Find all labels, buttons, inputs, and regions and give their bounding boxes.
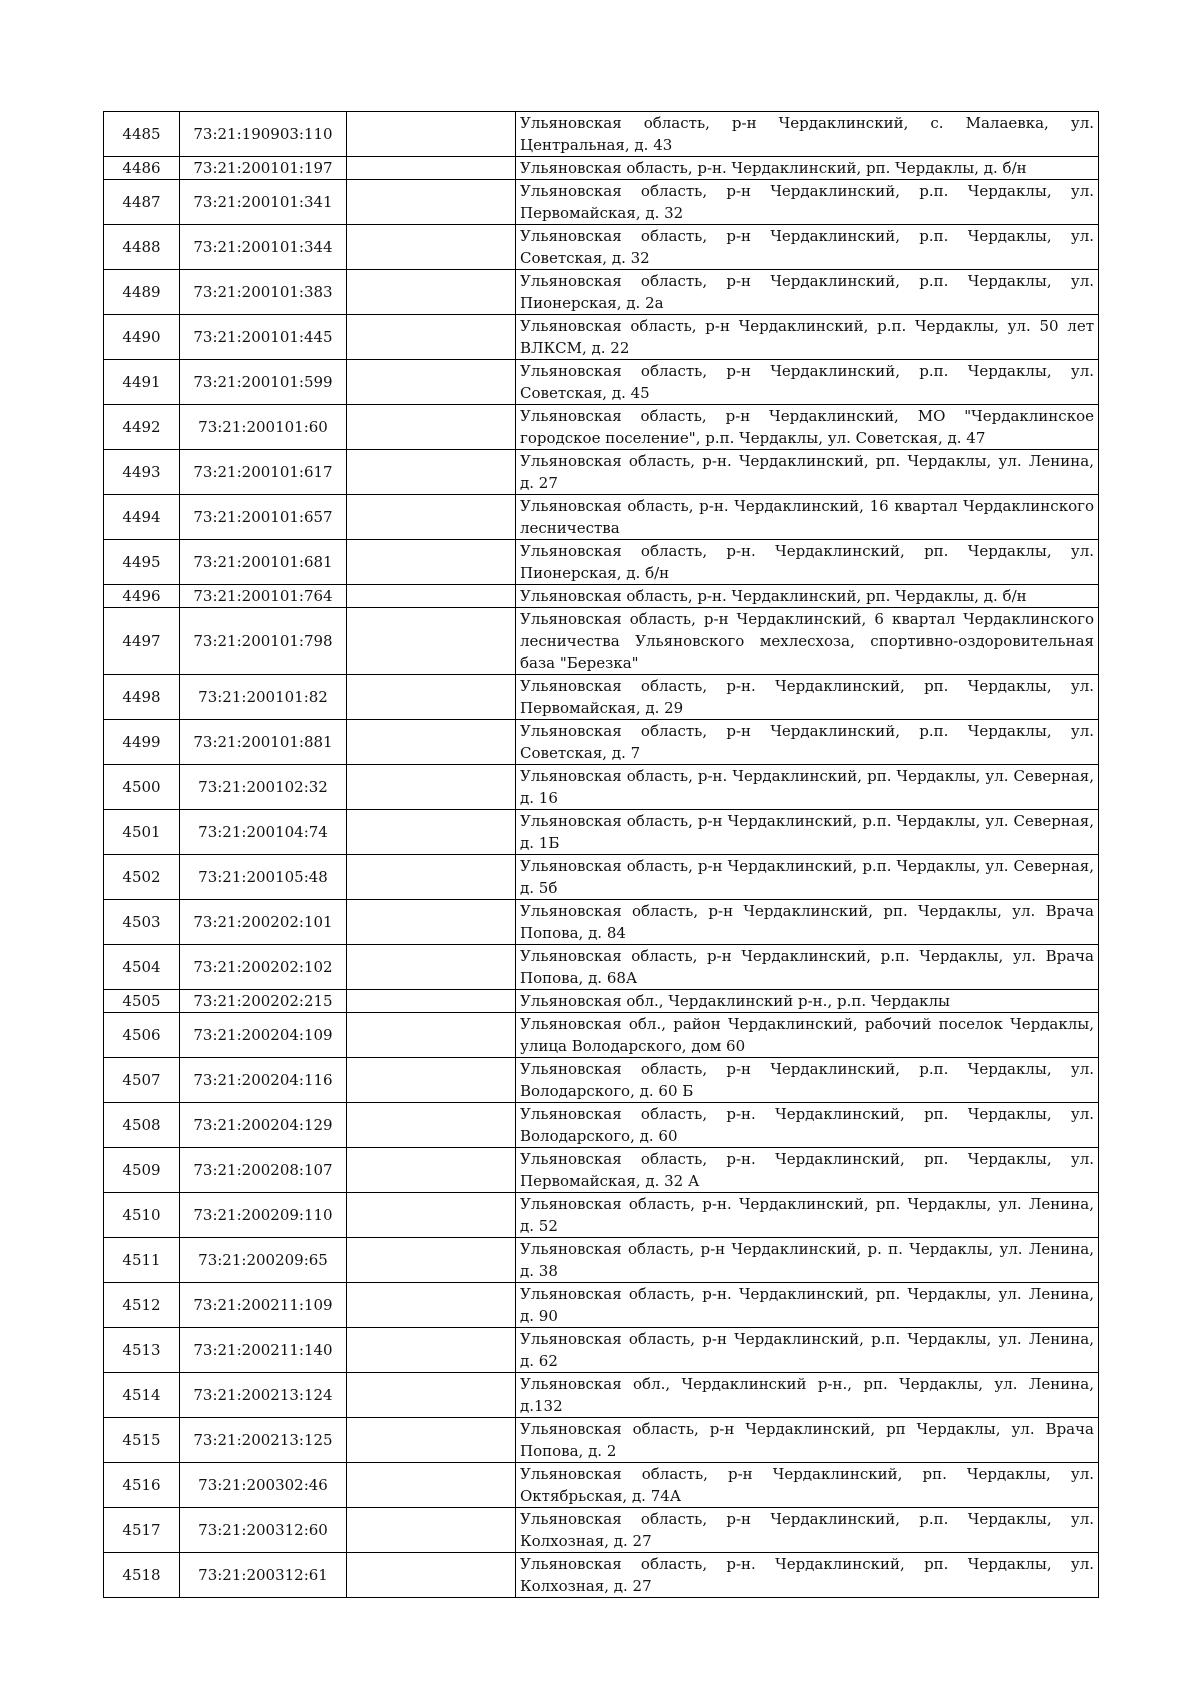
cadastral-number: 73:21:200101:344 [180, 225, 347, 270]
row-number: 4504 [104, 945, 180, 990]
cadastral-number: 73:21:200101:445 [180, 315, 347, 360]
cadastral-number: 73:21:200204:116 [180, 1058, 347, 1103]
empty-cell [347, 270, 516, 315]
table-row [104, 1328, 1099, 1373]
address-cell: Ульяновская обл., Чердаклинский р-н., р.п. Чердаклы [516, 990, 1099, 1013]
cadastral-number: 73:21:200209:110 [180, 1193, 347, 1238]
row-number: 4505 [104, 990, 180, 1013]
table-row [104, 608, 1099, 675]
row-number: 4510 [104, 1193, 180, 1238]
empty-cell [347, 990, 516, 1013]
address-cell: Ульяновская область, р-н Чердаклинский, 6 квартал Чердаклинского лесничества Ульяновского мехлесхоза, спортивно-оздоровительная база "Березка" [516, 608, 1099, 675]
row-number: 4493 [104, 450, 180, 495]
table-row [104, 540, 1099, 585]
cadastral-number: 73:21:200101:341 [180, 180, 347, 225]
empty-cell [347, 810, 516, 855]
empty-cell [347, 180, 516, 225]
cadastral-number: 73:21:200204:109 [180, 1013, 347, 1058]
row-number: 4512 [104, 1283, 180, 1328]
cadastral-number: 73:21:200202:102 [180, 945, 347, 990]
cadastral-number: 73:21:200105:48 [180, 855, 347, 900]
empty-cell [347, 1553, 516, 1598]
row-number: 4488 [104, 225, 180, 270]
empty-cell [347, 765, 516, 810]
address-cell: Ульяновская область, р-н Чердаклинский, р.п. Чердаклы, ул. 50 лет ВЛКСМ, д. 22 [516, 315, 1099, 360]
address-cell: Ульяновская область, р-н Чердаклинский, МО "Чердаклинское городское поселение", р.п. Чердаклы, ул. Советская, д. 47 [516, 405, 1099, 450]
empty-cell [347, 675, 516, 720]
address-cell: Ульяновская область, р-н Чердаклинский, рп. Чердаклы, ул. Врача Попова, д. 84 [516, 900, 1099, 945]
row-number: 4500 [104, 765, 180, 810]
table-row [104, 405, 1099, 450]
table-row [104, 360, 1099, 405]
row-number: 4485 [104, 112, 180, 157]
cadastral-number: 73:21:200101:82 [180, 675, 347, 720]
empty-cell [347, 855, 516, 900]
cadastral-number: 73:21:200209:65 [180, 1238, 347, 1283]
address-cell: Ульяновская область, р-н Чердаклинский, р.п. Чердаклы, ул. Колхозная, д. 27 [516, 1508, 1099, 1553]
table-row [104, 1103, 1099, 1148]
empty-cell [347, 1058, 516, 1103]
table-row [104, 810, 1099, 855]
cadastral-number: 73:21:200202:215 [180, 990, 347, 1013]
cadastral-number: 73:21:200204:129 [180, 1103, 347, 1148]
row-number: 4499 [104, 720, 180, 765]
row-number: 4502 [104, 855, 180, 900]
empty-cell [347, 450, 516, 495]
empty-cell [347, 112, 516, 157]
cadastral-number: 73:21:200213:125 [180, 1418, 347, 1463]
row-number: 4486 [104, 157, 180, 180]
empty-cell [347, 540, 516, 585]
row-number: 4497 [104, 608, 180, 675]
table-row [104, 1553, 1099, 1598]
row-number: 4492 [104, 405, 180, 450]
table-row [104, 1373, 1099, 1418]
address-cell: Ульяновская обл., район Чердаклинский, рабочий поселок Чердаклы, улица Володарского, дом 60 [516, 1013, 1099, 1058]
table-row [104, 1283, 1099, 1328]
address-cell: Ульяновская область, р-н. Чердаклинский, рп. Чердаклы, ул. Колхозная, д. 27 [516, 1553, 1099, 1598]
row-number: 4487 [104, 180, 180, 225]
address-cell: Ульяновская область, р-н Чердаклинский, с. Малаевка, ул. Центральная, д. 43 [516, 112, 1099, 157]
cadastral-number: 73:21:200101:617 [180, 450, 347, 495]
row-number: 4508 [104, 1103, 180, 1148]
address-cell: Ульяновская область, р-н. Чердаклинский, рп. Чердаклы, ул. Первомайская, д. 32 А [516, 1148, 1099, 1193]
table-row [104, 1058, 1099, 1103]
table-row [104, 495, 1099, 540]
empty-cell [347, 1418, 516, 1463]
empty-cell [347, 945, 516, 990]
row-number: 4515 [104, 1418, 180, 1463]
cadastral-number: 73:21:200104:74 [180, 810, 347, 855]
address-cell: Ульяновская область, р-н Чердаклинский, рп. Чердаклы, ул. Октябрьская, д. 74А [516, 1463, 1099, 1508]
cadastral-number: 73:21:200101:657 [180, 495, 347, 540]
empty-cell [347, 1013, 516, 1058]
address-cell: Ульяновская область, р-н Чердаклинский, р.п. Чердаклы, ул. Первомайская, д. 32 [516, 180, 1099, 225]
row-number: 4494 [104, 495, 180, 540]
empty-cell [347, 225, 516, 270]
address-cell: Ульяновская область, р-н. Чердаклинский, рп. Чердаклы, ул. Ленина, д. 27 [516, 450, 1099, 495]
property-registry-table [103, 111, 1099, 1598]
address-cell: Ульяновская область, р-н Чердаклинский, р.п. Чердаклы, ул. Советская, д. 45 [516, 360, 1099, 405]
table-row [104, 1463, 1099, 1508]
address-cell: Ульяновская область, р-н. Чердаклинский, рп. Чердаклы, ул. Первомайская, д. 29 [516, 675, 1099, 720]
address-cell: Ульяновская область, р-н. Чердаклинский, рп. Чердаклы, ул. Володарского, д. 60 [516, 1103, 1099, 1148]
address-cell: Ульяновская область, р-н Чердаклинский, р.п. Чердаклы, ул. Северная, д. 1Б [516, 810, 1099, 855]
row-number: 4507 [104, 1058, 180, 1103]
cadastral-number: 73:21:200101:60 [180, 405, 347, 450]
row-number: 4496 [104, 585, 180, 608]
cadastral-number: 73:21:200101:197 [180, 157, 347, 180]
table-row [104, 1013, 1099, 1058]
table-row [104, 112, 1099, 157]
cadastral-number: 73:21:200101:764 [180, 585, 347, 608]
row-number: 4501 [104, 810, 180, 855]
table-row [104, 1193, 1099, 1238]
row-number: 4516 [104, 1463, 180, 1508]
address-cell: Ульяновская область, р-н. Чердаклинский, рп. Чердаклы, ул. Ленина, д. 90 [516, 1283, 1099, 1328]
empty-cell [347, 1508, 516, 1553]
address-cell: Ульяновская область, р-н Чердаклинский, р. п. Чердаклы, ул. Ленина, д. 38 [516, 1238, 1099, 1283]
empty-cell [347, 1373, 516, 1418]
table-row [104, 180, 1099, 225]
table-row [104, 1418, 1099, 1463]
address-cell: Ульяновская обл., Чердаклинский р-н., рп. Чердаклы, ул. Ленина, д.132 [516, 1373, 1099, 1418]
address-cell: Ульяновская область, р-н Чердаклинский, р.п. Чердаклы, ул. Советская, д. 32 [516, 225, 1099, 270]
cadastral-number: 73:21:200211:109 [180, 1283, 347, 1328]
empty-cell [347, 495, 516, 540]
row-number: 4495 [104, 540, 180, 585]
cadastral-number: 73:21:200101:798 [180, 608, 347, 675]
empty-cell [347, 1193, 516, 1238]
empty-cell [347, 900, 516, 945]
cadastral-number: 73:21:200208:107 [180, 1148, 347, 1193]
cadastral-number: 73:21:200101:383 [180, 270, 347, 315]
row-number: 4503 [104, 900, 180, 945]
empty-cell [347, 315, 516, 360]
address-cell: Ульяновская область, р-н. Чердаклинский, рп. Чердаклы, д. б/н [516, 157, 1099, 180]
cadastral-number: 73:21:200101:681 [180, 540, 347, 585]
cadastral-number: 73:21:200101:881 [180, 720, 347, 765]
table-row [104, 270, 1099, 315]
address-cell: Ульяновская область, р-н. Чердаклинский, 16 квартал Чердаклинского лесничества [516, 495, 1099, 540]
row-number: 4514 [104, 1373, 180, 1418]
address-cell: Ульяновская область, р-н. Чердаклинский, рп. Чердаклы, ул. Северная, д. 16 [516, 765, 1099, 810]
cadastral-number: 73:21:200312:60 [180, 1508, 347, 1553]
address-cell: Ульяновская область, р-н Чердаклинский, рп Чердаклы, ул. Врача Попова, д. 2 [516, 1418, 1099, 1463]
table-row [104, 225, 1099, 270]
table-row [104, 315, 1099, 360]
table-row [104, 1148, 1099, 1193]
cadastral-number: 73:21:200211:140 [180, 1328, 347, 1373]
row-number: 4491 [104, 360, 180, 405]
table-row [104, 945, 1099, 990]
address-cell: Ульяновская область, р-н Чердаклинский, р.п. Чердаклы, ул. Ленина, д. 62 [516, 1328, 1099, 1373]
cadastral-number: 73:21:200101:599 [180, 360, 347, 405]
table-row [104, 1238, 1099, 1283]
empty-cell [347, 585, 516, 608]
empty-cell [347, 405, 516, 450]
table-row [104, 585, 1099, 608]
row-number: 4490 [104, 315, 180, 360]
table-row [104, 900, 1099, 945]
table-row [104, 990, 1099, 1013]
empty-cell [347, 360, 516, 405]
cadastral-number: 73:21:200202:101 [180, 900, 347, 945]
empty-cell [347, 1103, 516, 1148]
address-cell: Ульяновская область, р-н Чердаклинский, р.п. Чердаклы, ул. Советская, д. 7 [516, 720, 1099, 765]
row-number: 4489 [104, 270, 180, 315]
table-row [104, 1508, 1099, 1553]
address-cell: Ульяновская область, р-н Чердаклинский, р.п. Чердаклы, ул. Володарского, д. 60 Б [516, 1058, 1099, 1103]
table-row [104, 765, 1099, 810]
table-body [104, 112, 1099, 1598]
cadastral-number: 73:21:200213:124 [180, 1373, 347, 1418]
empty-cell [347, 1463, 516, 1508]
empty-cell [347, 157, 516, 180]
address-cell: Ульяновская область, р-н. Чердаклинский, рп. Чердаклы, ул. Ленина, д. 52 [516, 1193, 1099, 1238]
address-cell: Ульяновская область, р-н Чердаклинский, р.п. Чердаклы, ул. Врача Попова, д. 68А [516, 945, 1099, 990]
address-cell: Ульяновская область, р-н Чердаклинский, р.п. Чердаклы, ул. Северная, д. 5б [516, 855, 1099, 900]
table-row [104, 675, 1099, 720]
row-number: 4517 [104, 1508, 180, 1553]
address-cell: Ульяновская область, р-н. Чердаклинский, рп. Чердаклы, ул. Пионерская, д. б/н [516, 540, 1099, 585]
table-row [104, 450, 1099, 495]
row-number: 4509 [104, 1148, 180, 1193]
row-number: 4498 [104, 675, 180, 720]
empty-cell [347, 608, 516, 675]
cadastral-number: 73:21:190903:110 [180, 112, 347, 157]
empty-cell [347, 1328, 516, 1373]
row-number: 4518 [104, 1553, 180, 1598]
address-cell: Ульяновская область, р-н. Чердаклинский, рп. Чердаклы, д. б/н [516, 585, 1099, 608]
row-number: 4511 [104, 1238, 180, 1283]
cadastral-number: 73:21:200312:61 [180, 1553, 347, 1598]
empty-cell [347, 1238, 516, 1283]
row-number: 4506 [104, 1013, 180, 1058]
empty-cell [347, 1148, 516, 1193]
empty-cell [347, 1283, 516, 1328]
table-row [104, 855, 1099, 900]
table-row [104, 157, 1099, 180]
cadastral-number: 73:21:200102:32 [180, 765, 347, 810]
address-cell: Ульяновская область, р-н Чердаклинский, р.п. Чердаклы, ул. Пионерская, д. 2а [516, 270, 1099, 315]
row-number: 4513 [104, 1328, 180, 1373]
table-row [104, 720, 1099, 765]
empty-cell [347, 720, 516, 765]
cadastral-number: 73:21:200302:46 [180, 1463, 347, 1508]
